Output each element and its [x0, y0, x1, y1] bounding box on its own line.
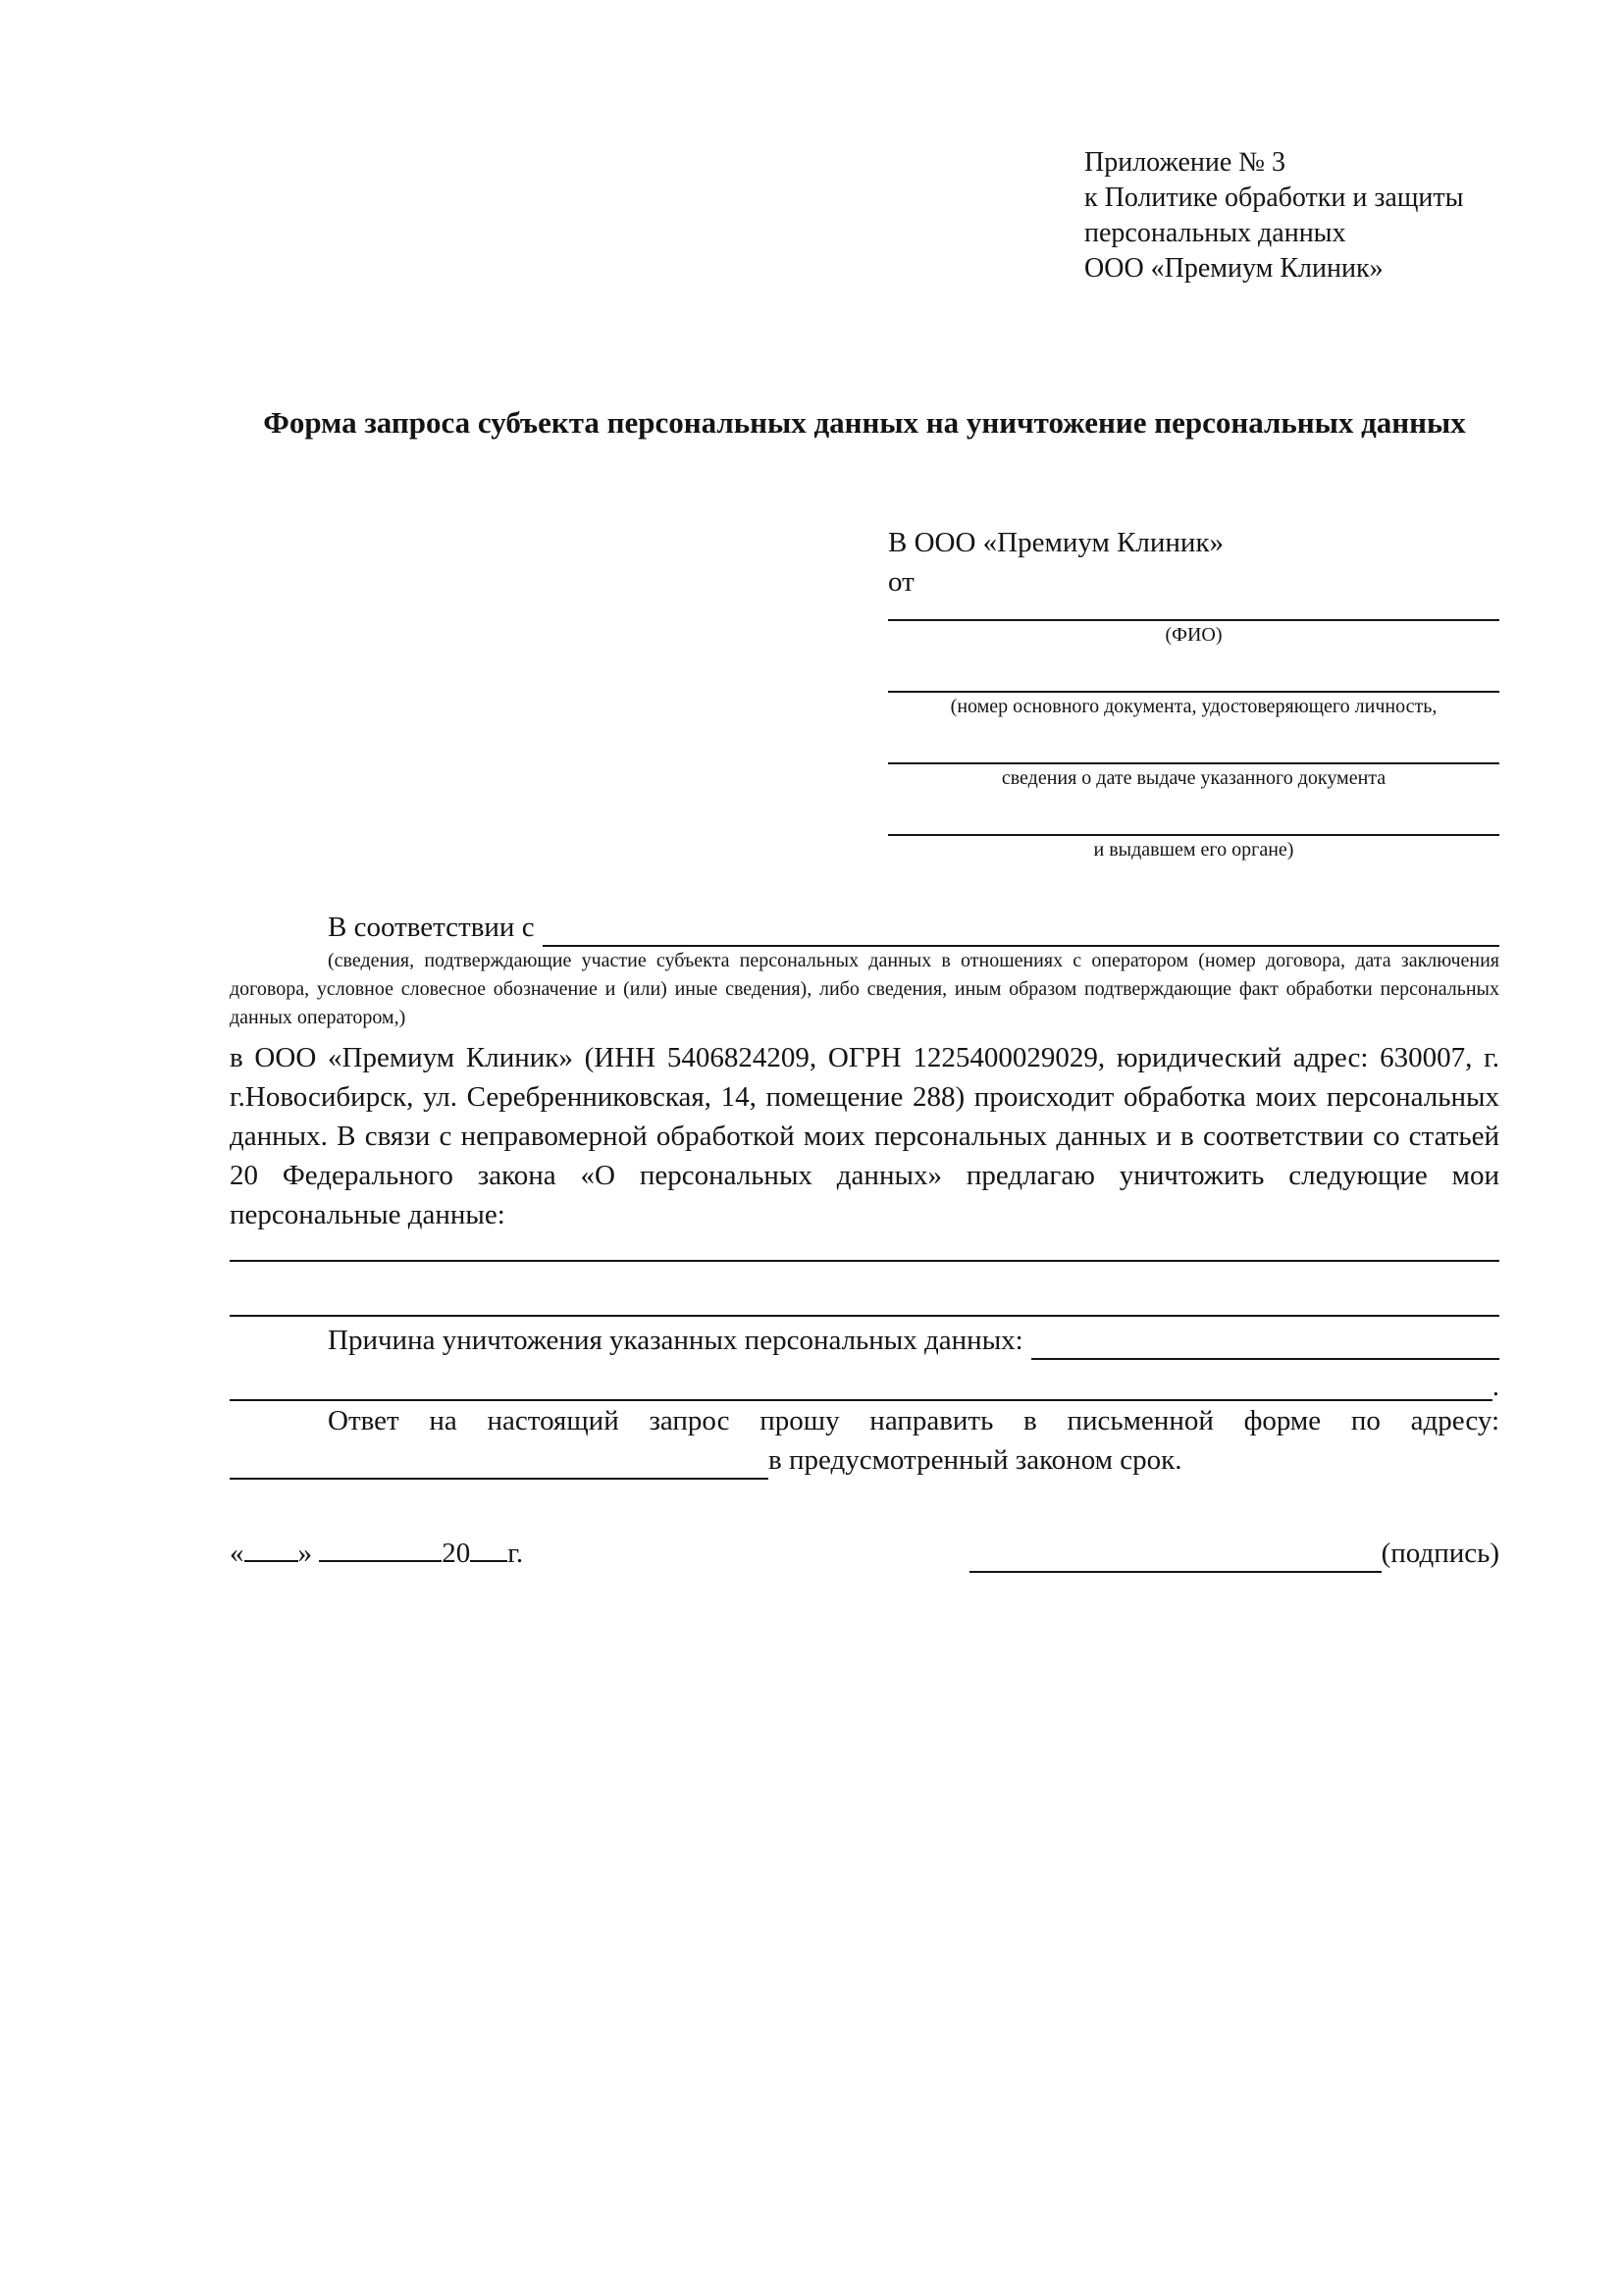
reason-label: Причина уничтожения указанных персональных данных:: [328, 1325, 1023, 1356]
document-number-caption: (номер основного документа, удостоверяющего личность,: [950, 696, 1438, 717]
document-number-blank-line: [888, 657, 1499, 693]
appendix-line: персональных данных: [1084, 218, 1346, 248]
reason-row: [230, 1321, 1499, 1360]
quote-open: «: [230, 1538, 244, 1569]
issuing-authority-caption: и выдавшем его органе): [1093, 839, 1294, 861]
answer-tail: в предусмотренный законом срок.: [768, 1444, 1182, 1476]
signature-blank-line: [969, 1536, 1382, 1573]
appendix-block: [1084, 145, 1499, 287]
addressee-to: В ООО «Премиум Клиник»: [888, 527, 1225, 558]
footer-row: [230, 1531, 1499, 1573]
year-blank: [470, 1531, 507, 1562]
accordance-note: (сведения, подтверждающие участие субъекта персональных данных в отношениях с оператором (номер договора, дата заключения договора, условное словесное обозначение и (или) иные сведения), либо сведения, иным образом подтверждающие факт обработки персональных данных оператором,): [230, 950, 1499, 1028]
data-list-blank-line: [230, 1262, 1499, 1317]
signature-caption: (подпись): [1381, 1538, 1499, 1569]
day-blank: [244, 1531, 298, 1562]
data-list-blank-line: [230, 1234, 1499, 1262]
date-field: [230, 1531, 523, 1573]
month-blank: [319, 1531, 442, 1562]
address-row: [230, 1440, 1499, 1480]
document-title: Форма запроса субъекта персональных данных на уничтожение персональных данных: [263, 405, 1466, 440]
reason-blank-line-2: [230, 1360, 1492, 1401]
accordance-lead: В соответствии с: [328, 912, 535, 943]
address-blank-line: [230, 1442, 768, 1480]
reason-continuation-row: [230, 1360, 1499, 1401]
fio-blank-line: [888, 601, 1499, 621]
addressee-from-label: от: [888, 566, 915, 598]
main-paragraph: в ООО «Премиум Клиник» (ИНН 5406824209, ОГРН 1225400029029, юридический адрес: 630007, г. г.Новосибирск, ул. Серебренниковская, 14, помещение 288) происходит обработка моих персональных данных. В связи с неправомерной обработкой моих персональных данных и в соответствии со статьей 20 Федерального закона «О персональных данных» предлагаю уничтожить следующие мои персональные данные:: [230, 1042, 1499, 1230]
appendix-line: ООО «Премиум Клиник»: [1084, 253, 1384, 284]
year-prefix: 20: [442, 1538, 471, 1569]
accordance-row: [230, 908, 1499, 947]
reason-blank-line: [1031, 1327, 1499, 1360]
appendix-line: Приложение № 3: [1084, 147, 1285, 178]
appendix-line: к Политике обработки и защиты: [1084, 183, 1464, 213]
issuing-authority-blank-line: [888, 801, 1499, 836]
year-suffix: г.: [507, 1538, 524, 1569]
answer-sentence: Ответ на настоящий запрос прошу направить в письменной форме по адресу:: [328, 1405, 1499, 1436]
fio-caption: (ФИО): [1165, 624, 1223, 646]
quote-close: »: [297, 1538, 312, 1569]
issue-date-blank-line: [888, 729, 1499, 764]
issue-date-caption: сведения о дате выдаче указанного документа: [1001, 767, 1387, 789]
accordance-blank-line: [543, 913, 1499, 947]
addressee-block: [888, 523, 1499, 864]
signature-group: [969, 1534, 1499, 1573]
sentence-period: .: [1492, 1371, 1499, 1402]
